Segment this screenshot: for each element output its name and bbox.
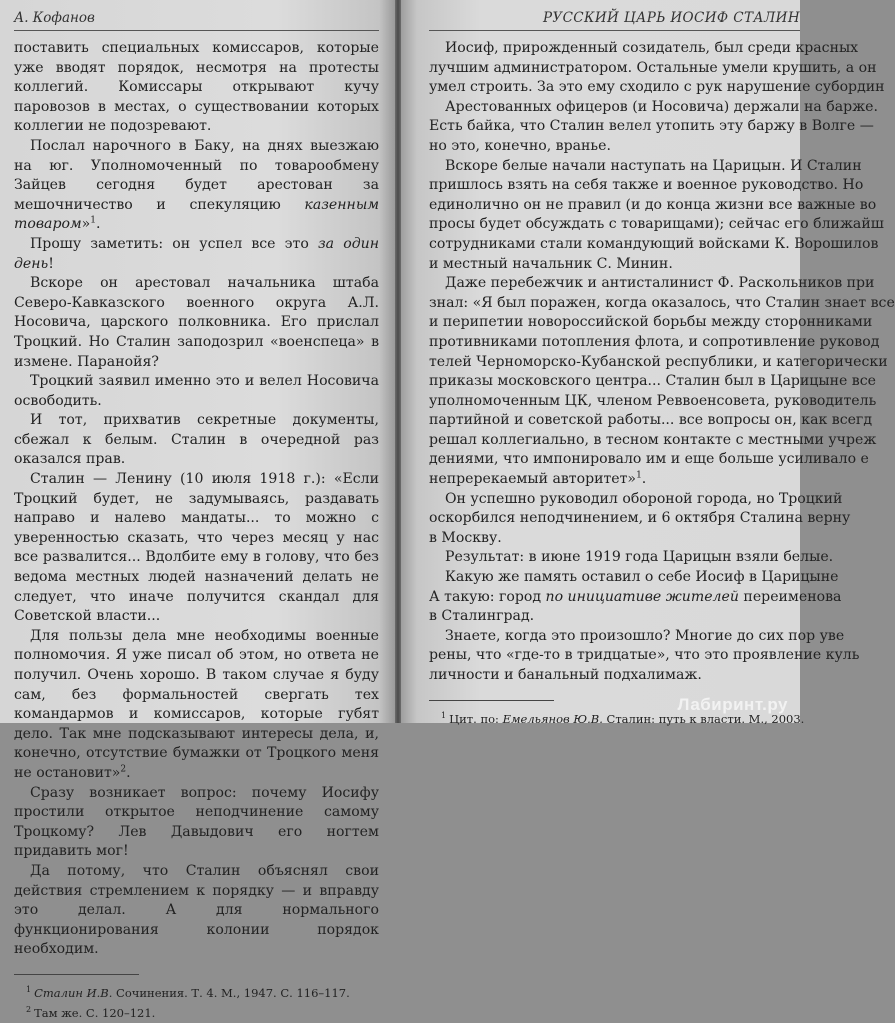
right-page	[401, 0, 895, 726]
footnote-author: Сталин И.В.	[34, 985, 113, 1000]
text-line: дениями, что импонировало им и еще больше усиливало е	[429, 451, 869, 468]
text-line: умел строить. За это ему сходило с рук нарушение субордин	[429, 79, 885, 96]
text-line: партийной и советской работы... все вопросы он, как всегд	[429, 412, 872, 429]
text-line: в Сталинград.	[429, 608, 535, 625]
text-line: приказы московского центра... Сталин был в Царицыне все	[429, 373, 876, 390]
paragraph: Вскоре он арестовал начальника штаба Северо-Кавказского военного округа А.Л. Носовича, царского полковника. Его прислал Троцкий. Но Сталин заподозрил «военспеца» в измене. Паранойя?	[14, 275, 379, 370]
watermark-logo: Лабиринт.ру	[677, 695, 788, 714]
text-line: решал коллегиально, в тесном контакте с местными учреж	[429, 431, 877, 448]
footnote-divider	[14, 974, 139, 975]
text-line: знал: «Я был поражен, когда оказалось, что Сталин знает все	[429, 294, 895, 311]
text-line: Даже перебежчик и антисталинист Ф. Раскольников при	[445, 275, 875, 292]
text-line: личности и банальный подхалимаж.	[429, 667, 702, 683]
left-running-head: А. Кофанов	[14, 10, 379, 31]
text-run: Послал нарочного в Баку, на днях выезжаю на юг. Уполномоченный по товарообмену Зайцев сегодня будет арестован за мешочничество и спекуляцию казенным товаром»	[14, 137, 379, 233]
paragraph: Сразу возникает вопрос: почему Иосифу простили открытое неподчинение самому Троцкому? Лев Давыдович его ногтем придавить мог!	[14, 784, 379, 860]
footnote-mark: 2	[120, 764, 127, 775]
paragraph: Послал нарочного в Баку, на днях выезжаю на юг. Уполномоченный по товарообмену Зайцев сегодня будет арестован за мешочничество и спекуляцию казенным товаром»$^1$.	[14, 137, 379, 233]
footnote-text: Там же. С. 120–121.	[34, 1005, 156, 1020]
paragraph: поставить специальных комиссаров, которые уже вводят порядок, несмотря на протесты коллегий. Комиссары открывают кучу паровозов в местах, о существовании которых коллегии не подозревают.	[14, 40, 379, 135]
footnote-number: 2	[26, 1005, 32, 1015]
text-line: и местный начальник С. Минин.	[429, 255, 673, 272]
right-body-text	[429, 39, 895, 686]
footnote-number: 1	[26, 985, 32, 995]
text-line: Арестованных офицеров (и Носовича) держали на барже.	[445, 98, 878, 115]
text-run: Прошу заметить: он успел все это за один день!	[14, 235, 379, 272]
text-line: в Москву.	[429, 529, 502, 546]
paragraph: Да потому, что Сталин объяснял свои действия стремлением к порядку — и вправду это делал. А для нормального функционирования колонии порядок необходим.	[14, 862, 379, 958]
text-line: Знаете, когда это произошло? Многие до сих пор уве	[445, 627, 845, 644]
text-run: Для пользы дела мне необходимы военные полномочия. Я уже писал об этом, но ответа не получил. Очень хорошо. В таком случае я буду сам, без формальностей свергать тех командармов и комиссаров, которые губят дело. Так мне подсказывают интересы дела, и, конечно, отсутствие бумажки от Троцкого меня не остановит»	[14, 627, 379, 781]
paragraph: Троцкий заявил именно это и велел Носовича освободить.	[14, 373, 379, 409]
footnote-prefix: Цит. по:	[449, 711, 503, 726]
footnote	[14, 983, 379, 1003]
text-line: уполномоченным ЦК, членом Реввоенсовета, руководитель	[429, 392, 877, 409]
text-line: но это, конечно, вранье.	[429, 137, 611, 154]
text-line: непререкаемый авторитет»$^1$.	[429, 470, 647, 488]
text-line: просы будет обсуждать с товарищами); сейчас его ближайш	[429, 216, 884, 233]
footnote-text: Сочинения. Т. 4. М., 1947. С. 116–117.	[112, 985, 350, 1000]
text-line: лучшим администратором. Остальные умели крушить, а он	[429, 59, 877, 76]
footnote-number: 1	[441, 710, 447, 720]
paragraph: И тот, прихватив секретные документы, сбежал к белым. Сталин в очередной раз оказался прав.	[14, 412, 379, 468]
text-line: рены, что «где-то в тридцатые», что это проявление куль	[429, 647, 860, 664]
text-line: сотрудниками стали командующий войсками К. Ворошилов	[429, 235, 879, 252]
text-line: и перипетии новороссийской борьбы между сторонниками	[429, 314, 873, 331]
footnote-text: Сталин: путь к власти. М., 2003.	[602, 711, 805, 726]
text-line: Он успешно руководил обороной города, но Троцкий	[445, 490, 843, 507]
text-line: единолично он не правил (и до конца жизни все важные во	[429, 196, 877, 213]
left-body-text	[14, 39, 379, 960]
text-line: Какую же память оставил о себе Иосиф в Царицыне	[445, 569, 839, 586]
text-line: Вскоре белые начали наступать на Царицын. И Сталин	[445, 157, 862, 174]
text-line: А такую: город по инициативе жителей переименова	[429, 588, 842, 605]
text-line: оскорбился неподчинением, и 6 октября Сталина верну	[429, 510, 851, 527]
text-line: телей Черноморско-Кубанской республики, и категорически	[429, 353, 888, 370]
right-running-head: РУССКИЙ ЦАРЬ ИОСИФ СТАЛИН	[429, 10, 800, 31]
footnote-mark: 1	[636, 470, 642, 481]
footnote-divider	[429, 700, 554, 701]
footnote-mark: 1	[90, 215, 97, 226]
paragraph: Для пользы дела мне необходимы военные полномочия. Я уже писал об этом, но ответа не получил. Очень хорошо. В таком случае я буду сам, без формальностей свергать тех командармов и комиссаров, которые губят дело. Так мне подсказывают интересы дела, и, конечно, отсутствие бумажки от Троцкого меня не остановит»$^2$.	[14, 627, 379, 781]
text-line: Иосиф, прирожденный созидатель, был среди красных	[445, 40, 859, 56]
paragraph	[14, 235, 379, 274]
text-line: пришлось взять на себя также и военное руководство. Но	[429, 177, 864, 194]
text-line: противниками потопления флота, и сопротивление руковод	[429, 333, 880, 350]
text-line: Есть байка, что Сталин велел утопить эту баржу в Волге —	[429, 118, 874, 135]
paragraph: Сталин — Ленину (10 июля 1918 г.): «Если Троцкий будет, не задумываясь, раздавать направо и налево мандаты... то можно с уверенностью сказать, что через месяц у нас все развалится... Вдолбите ему в голову, что без ведома местных людей назначений делать не следует, что иначе получится скандал для Советской власти...	[14, 471, 379, 625]
footnote-author: Емельянов Ю.В.	[502, 711, 603, 726]
left-page	[0, 0, 395, 1020]
text-line: Результат: в июне 1919 года Царицын взяли белые.	[445, 549, 834, 566]
footnote	[14, 1003, 379, 1023]
